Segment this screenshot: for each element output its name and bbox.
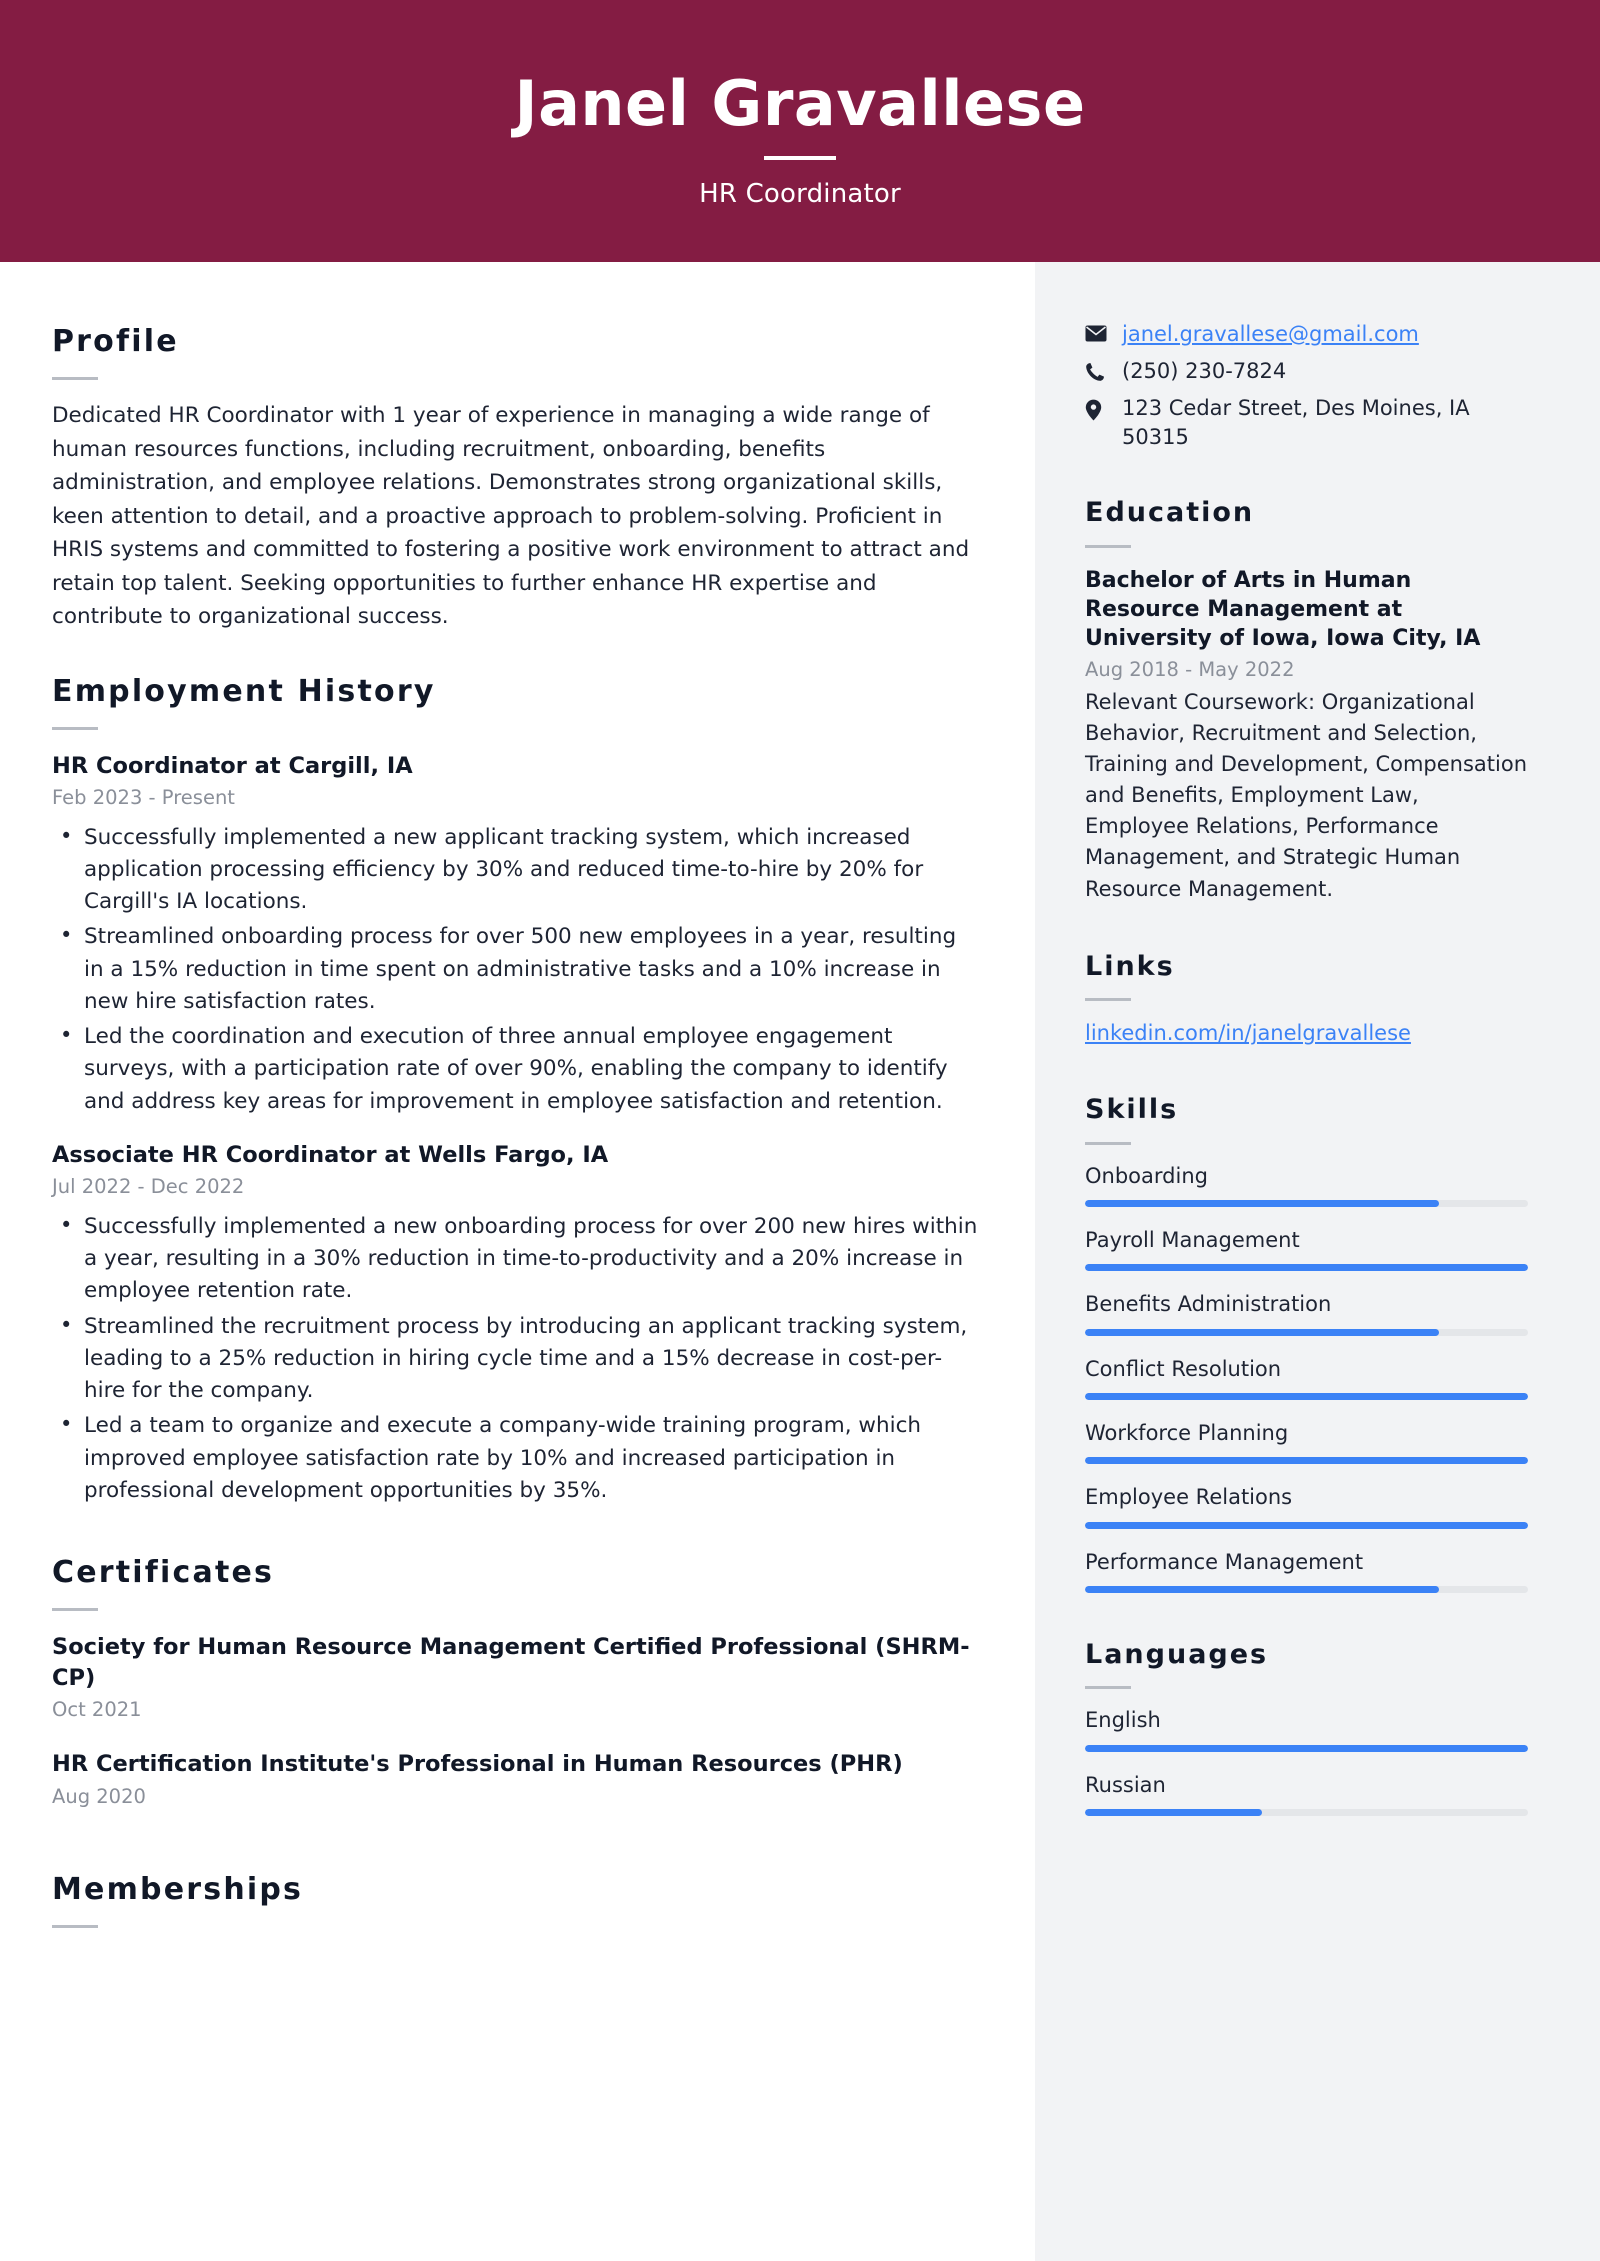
skill-bar-fill	[1085, 1522, 1528, 1529]
skill-bar-track	[1085, 1522, 1528, 1529]
skill-label: Employee Relations	[1085, 1485, 1293, 1510]
education-date: Aug 2018 - May 2022	[1085, 657, 1295, 681]
profile-heading-rule	[52, 377, 98, 380]
certificates-heading-rule	[52, 1608, 98, 1611]
phone-icon	[1085, 357, 1115, 382]
skill-label: Onboarding	[1085, 1163, 1208, 1188]
section-certificates	[52, 1555, 979, 1810]
skill-item	[1085, 1549, 1528, 1593]
language-bar-track	[1085, 1809, 1528, 1816]
employment-bullet: • Led a team to organize and execute a company-wide training program, which improved employee satisfaction rate by 10% and increased participation in professional development opportunities by 35%.	[52, 1410, 979, 1507]
location-pin-icon	[1085, 394, 1115, 421]
skill-bar-fill	[1085, 1457, 1528, 1464]
certificates-heading: Certificates	[52, 1555, 275, 1590]
link-linkedin[interactable]: linkedin.com/in/janelgravallese	[1085, 1020, 1411, 1045]
skill-bar-fill	[1085, 1264, 1528, 1271]
main-column	[0, 262, 1035, 2261]
language-item	[1085, 1772, 1528, 1816]
memberships-heading: Memberships	[52, 1872, 304, 1908]
employment-job-title: Associate HR Coordinator at Wells Fargo, IA	[52, 1141, 609, 1168]
contact-phone: (250) 230-7824	[1122, 358, 1287, 383]
header-divider	[764, 156, 836, 160]
section-languages	[1085, 1639, 1528, 1816]
skill-bar-track	[1085, 1329, 1528, 1336]
memberships-heading-rule	[52, 1925, 98, 1928]
section-education	[1085, 497, 1528, 904]
sidebar-column	[1035, 262, 1600, 2261]
language-bar-track	[1085, 1745, 1528, 1752]
section-employment-history	[52, 674, 979, 1507]
profile-heading: Profile	[52, 324, 179, 359]
skill-bar-fill	[1085, 1329, 1439, 1336]
education-heading: Education	[1085, 497, 1255, 529]
employment-job-date: Feb 2023 - Present	[52, 786, 235, 810]
contact-row-email	[1085, 320, 1528, 350]
language-bar-fill	[1085, 1809, 1262, 1816]
employment-entry	[52, 751, 979, 1118]
skill-label: Benefits Administration	[1085, 1292, 1332, 1317]
language-label: Russian	[1085, 1772, 1166, 1797]
skills-heading: Skills	[1085, 1094, 1179, 1126]
skill-item	[1085, 1420, 1528, 1464]
envelope-icon	[1085, 320, 1115, 342]
skill-bar-track	[1085, 1586, 1528, 1593]
employment-bullet-list	[52, 1211, 979, 1507]
links-heading-rule	[1085, 998, 1131, 1001]
language-bar-fill	[1085, 1745, 1528, 1752]
employment-bullet: • Led the coordination and execution of three annual employee engagement surveys, with a participation rate of over 90%, enabling the company to identify and address key areas for improvement in employee satisfaction and retention.	[52, 1021, 979, 1118]
certificate-title: HR Certification Institute's Professional in Human Resources (PHR)	[52, 1751, 903, 1778]
contact-list	[1085, 320, 1528, 453]
contact-row-phone	[1085, 357, 1528, 387]
profile-text: Dedicated HR Coordinator with 1 year of experience in managing a wide range of human resources functions, including recruitment, onboarding, benefits administration, and employee relations. Demonstrates strong organizational skills, keen attention to detail, and a proactive approach to problem-solving. Proficient in HRIS systems and committed to fostering a positive work environment to attract and retain top talent. Seeking opportunities to further enhance HR expertise and contribute to organizational success.	[52, 403, 970, 630]
certificate-entry	[52, 1749, 979, 1810]
skill-bar-fill	[1085, 1586, 1439, 1593]
education-description: Relevant Coursework: Organizational Behavior, Recruitment and Selection, Training and Development, Compensation and Benefits, Employment Law, Employee Relations, Performance Management, and Strategic Human Resource Management.	[1085, 690, 1528, 901]
skill-label: Conflict Resolution	[1085, 1356, 1282, 1381]
skill-bar-track	[1085, 1393, 1528, 1400]
employment-bullet-list	[52, 822, 979, 1118]
section-profile	[52, 324, 979, 634]
skill-item	[1085, 1291, 1528, 1335]
skills-heading-rule	[1085, 1142, 1131, 1145]
employment-bullet: • Streamlined the recruitment process by introducing an applicant tracking system, leading to a 25% reduction in hiring cycle time and a 15% decrease in cost-per-hire for the company.	[52, 1311, 979, 1408]
education-heading-rule	[1085, 545, 1131, 548]
skill-bar-track	[1085, 1200, 1528, 1207]
resume-body	[0, 262, 1600, 2261]
certificate-date: Oct 2021	[52, 1698, 142, 1722]
language-label: English	[1085, 1708, 1161, 1733]
languages-heading-rule	[1085, 1686, 1131, 1689]
language-item	[1085, 1707, 1528, 1751]
section-skills	[1085, 1094, 1528, 1592]
skill-item	[1085, 1163, 1528, 1207]
candidate-job-title: HR Coordinator	[699, 179, 901, 210]
employment-heading-rule	[52, 727, 98, 730]
candidate-name: Janel Gravallese	[514, 66, 1086, 140]
employment-bullet: • Successfully implemented a new applicant tracking system, which increased application processing efficiency by 30% and reduced time-to-hire by 20% for Cargill's IA locations.	[52, 822, 979, 919]
contact-row-address	[1085, 394, 1528, 454]
employment-job-title: HR Coordinator at Cargill, IA	[52, 752, 413, 779]
certificate-title: Society for Human Resource Management Certified Professional (SHRM-CP)	[52, 1634, 970, 1691]
skill-bar-track	[1085, 1264, 1528, 1271]
skill-bar-fill	[1085, 1393, 1528, 1400]
skill-bar-fill	[1085, 1200, 1439, 1207]
certificate-entry	[52, 1632, 979, 1723]
section-links	[1085, 951, 1528, 1049]
skill-label: Payroll Management	[1085, 1228, 1300, 1253]
skill-bar-track	[1085, 1457, 1528, 1464]
skill-item	[1085, 1227, 1528, 1271]
employment-heading: Employment History	[52, 673, 436, 709]
employment-job-date: Jul 2022 - Dec 2022	[52, 1175, 245, 1199]
section-memberships	[52, 1872, 979, 1928]
certificate-date: Aug 2020	[52, 1785, 146, 1809]
resume-header	[0, 0, 1600, 262]
skill-label: Performance Management	[1085, 1549, 1364, 1574]
languages-heading: Languages	[1085, 1638, 1269, 1670]
links-heading: Links	[1085, 950, 1175, 982]
skill-item	[1085, 1356, 1528, 1400]
employment-entry	[52, 1140, 979, 1507]
skill-item	[1085, 1484, 1528, 1528]
employment-bullet: • Successfully implemented a new onboarding process for over 200 new hires within a year, resulting in a 30% reduction in time-to-productivity and a 20% increase in employee retention rate.	[52, 1211, 979, 1308]
contact-address: 123 Cedar Street, Des Moines, IA 50315	[1122, 395, 1470, 450]
employment-bullet: • Streamlined onboarding process for over 500 new employees in a year, resulting in a 15% reduction in time spent on administrative tasks and a 10% increase in new hire satisfaction rates.	[52, 921, 979, 1018]
contact-email[interactable]: janel.gravallese@gmail.com	[1122, 322, 1419, 346]
education-degree: Bachelor of Arts in Human Resource Management at University of Iowa, Iowa City, IA	[1085, 567, 1481, 651]
skill-label: Workforce Planning	[1085, 1420, 1289, 1445]
